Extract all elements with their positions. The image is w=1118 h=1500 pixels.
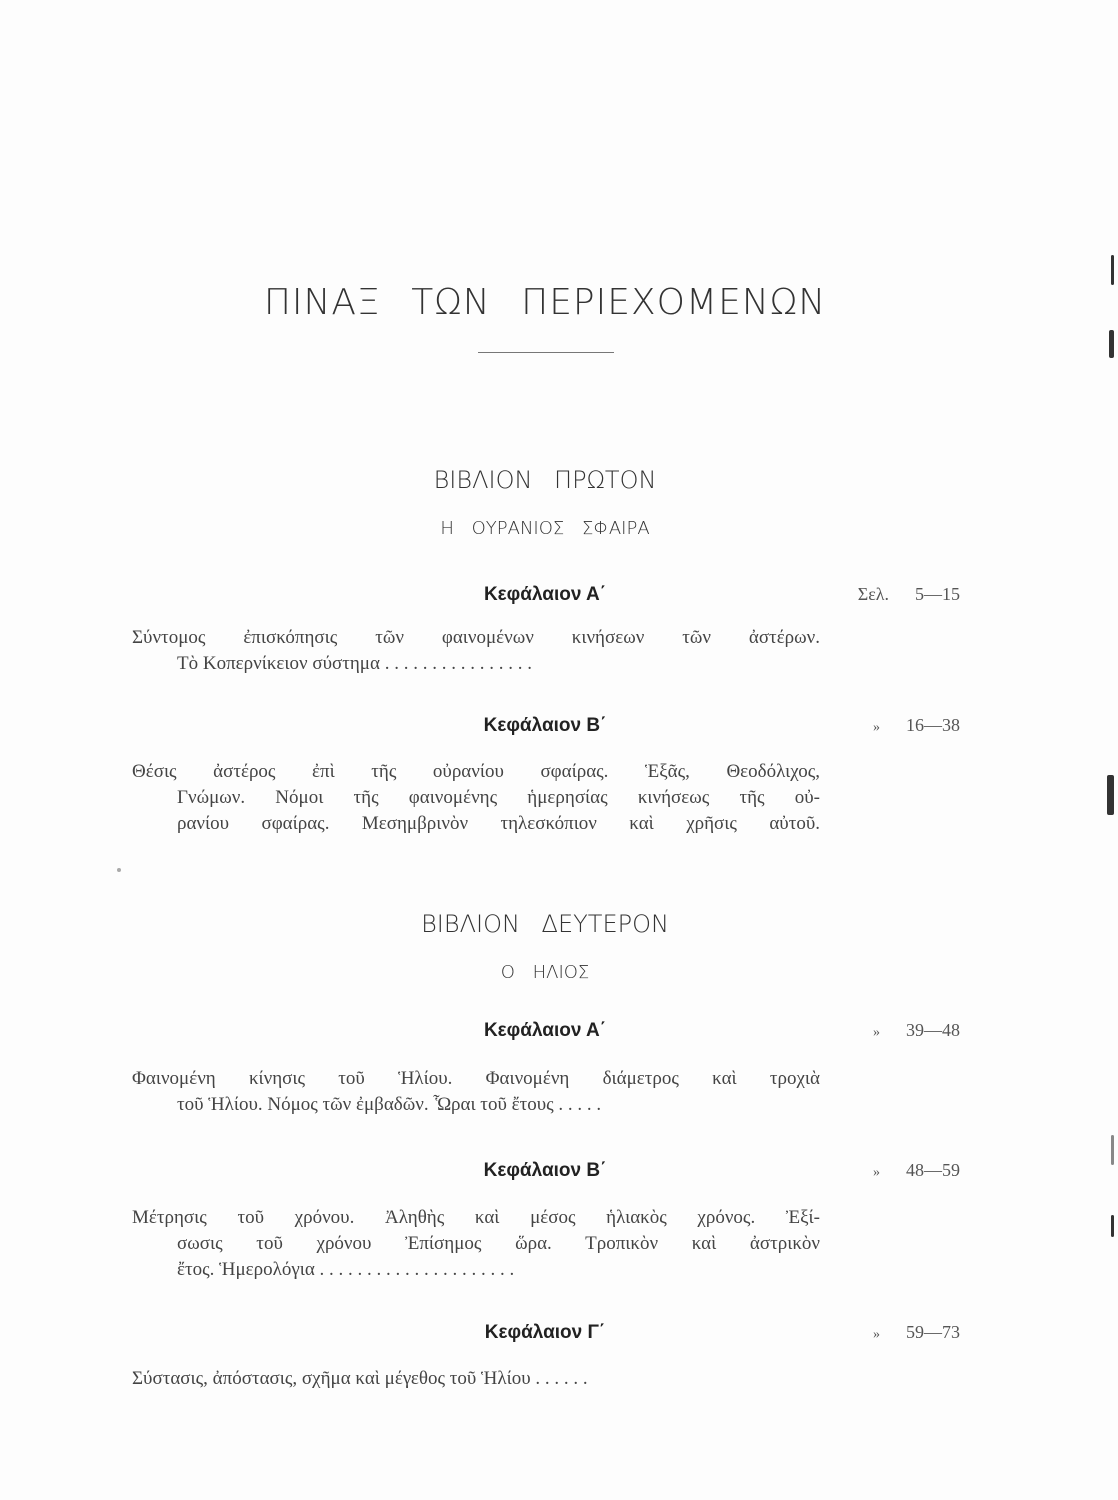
page-reference <box>873 715 960 736</box>
book-subtitle-second: Ο ΗΛΙΟΣ <box>500 962 590 983</box>
description-line: Σύντομος ἐπισκόπησις τῶν φαινομένων κινήσεων τῶν ἀστέρων. <box>132 627 820 648</box>
page-reference <box>873 1020 960 1041</box>
page-range: 16—38 <box>906 715 960 735</box>
chapter-heading: Κεφάλαιον Γ΄ <box>484 1322 606 1343</box>
page-marker: » <box>873 1165 880 1180</box>
description-line: ρανίου σφαίρας. Μεσημβρινὸν τηλεσκόπιον καὶ χρῆσις αὐτοῦ. <box>177 813 820 834</box>
paper-speck <box>117 868 121 872</box>
binding-mark <box>1107 775 1114 815</box>
binding-mark <box>1109 330 1114 358</box>
page-marker: » <box>873 720 880 735</box>
page-range: 59—73 <box>906 1322 960 1342</box>
title-divider <box>478 352 614 353</box>
chapter-heading: Κεφάλαιον Β΄ <box>483 715 607 736</box>
chapter-description <box>132 625 820 677</box>
binding-mark <box>1111 255 1114 285</box>
description-line: Τὸ Κοπερνίκειον σύστημα . . . . . . . . . . . . . . . . <box>177 653 532 674</box>
book-subtitle-first: Η ΟΥΡΑΝΙΟΣ ΣΦΑΙΡΑ <box>440 518 650 539</box>
description-line: ἔτος. Ἡμερολόγια . . . . . . . . . . . . . . . . . . . . . <box>177 1259 515 1280</box>
chapter-description <box>132 759 820 837</box>
page-range: 39—48 <box>906 1020 960 1040</box>
chapter-heading: Κεφάλαιον Α΄ <box>483 584 607 605</box>
page-reference <box>873 1160 960 1181</box>
page-reference <box>858 584 960 605</box>
chapter-heading: Κεφάλαιον Α΄ <box>483 1020 607 1041</box>
description-line: Μέτρησις τοῦ χρόνου. Ἀληθὴς καὶ μέσος ἡλιακὸς χρόνος. Ἐξί- <box>132 1207 820 1228</box>
page-range: 48—59 <box>906 1160 960 1180</box>
page-marker: Σελ. <box>857 584 889 604</box>
page-range: 5—15 <box>915 584 960 604</box>
chapter-heading: Κεφάλαιον Β΄ <box>483 1160 607 1181</box>
description-line: Γνώμων. Νόμοι τῆς φαινομένης ἡμερησίας κινήσεως τῆς οὐ- <box>177 787 820 808</box>
book-title-first: ΒΙΒΛΙΟΝ ΠΡΩΤΟΝ <box>433 466 657 494</box>
chapter-description <box>132 1205 820 1283</box>
description-line: Φαινομένη κίνησις τοῦ Ἡλίου. Φαινομένη διάμετρος καὶ τροχιὰ <box>132 1068 820 1089</box>
page-title: ΠΙΝΑΞ ΤΩΝ ΠΕΡΙΕΧΟΜΕΝΩΝ <box>263 282 827 323</box>
book-title-second: ΒΙΒΛΙΟΝ ΔΕΥΤΕΡΟΝ <box>421 910 669 938</box>
binding-mark <box>1111 1215 1114 1237</box>
description-line: Σύστασις, ἀπόστασις, σχῆμα καὶ μέγεθος τοῦ Ἡλίου . . . . . . <box>132 1368 588 1389</box>
binding-mark <box>1111 1135 1114 1165</box>
description-line: Θέσις ἀστέρος ἐπὶ τῆς οὐρανίου σφαίρας. Ἑξᾶς, Θεοδόλιχος, <box>132 761 820 782</box>
chapter-description <box>132 1366 820 1392</box>
description-line: σωσις τοῦ χρόνου Ἐπίσημος ὥρα. Τροπικὸν καὶ ἀστρικὸν <box>177 1233 820 1254</box>
page-marker: » <box>873 1327 880 1342</box>
page-marker: » <box>873 1025 880 1040</box>
page-reference <box>873 1322 960 1343</box>
chapter-description <box>132 1066 820 1118</box>
description-line: τοῦ Ἡλίου. Νόμος τῶν ἐμβαδῶν. Ὧραι τοῦ ἔτους . . . . . <box>177 1094 602 1115</box>
